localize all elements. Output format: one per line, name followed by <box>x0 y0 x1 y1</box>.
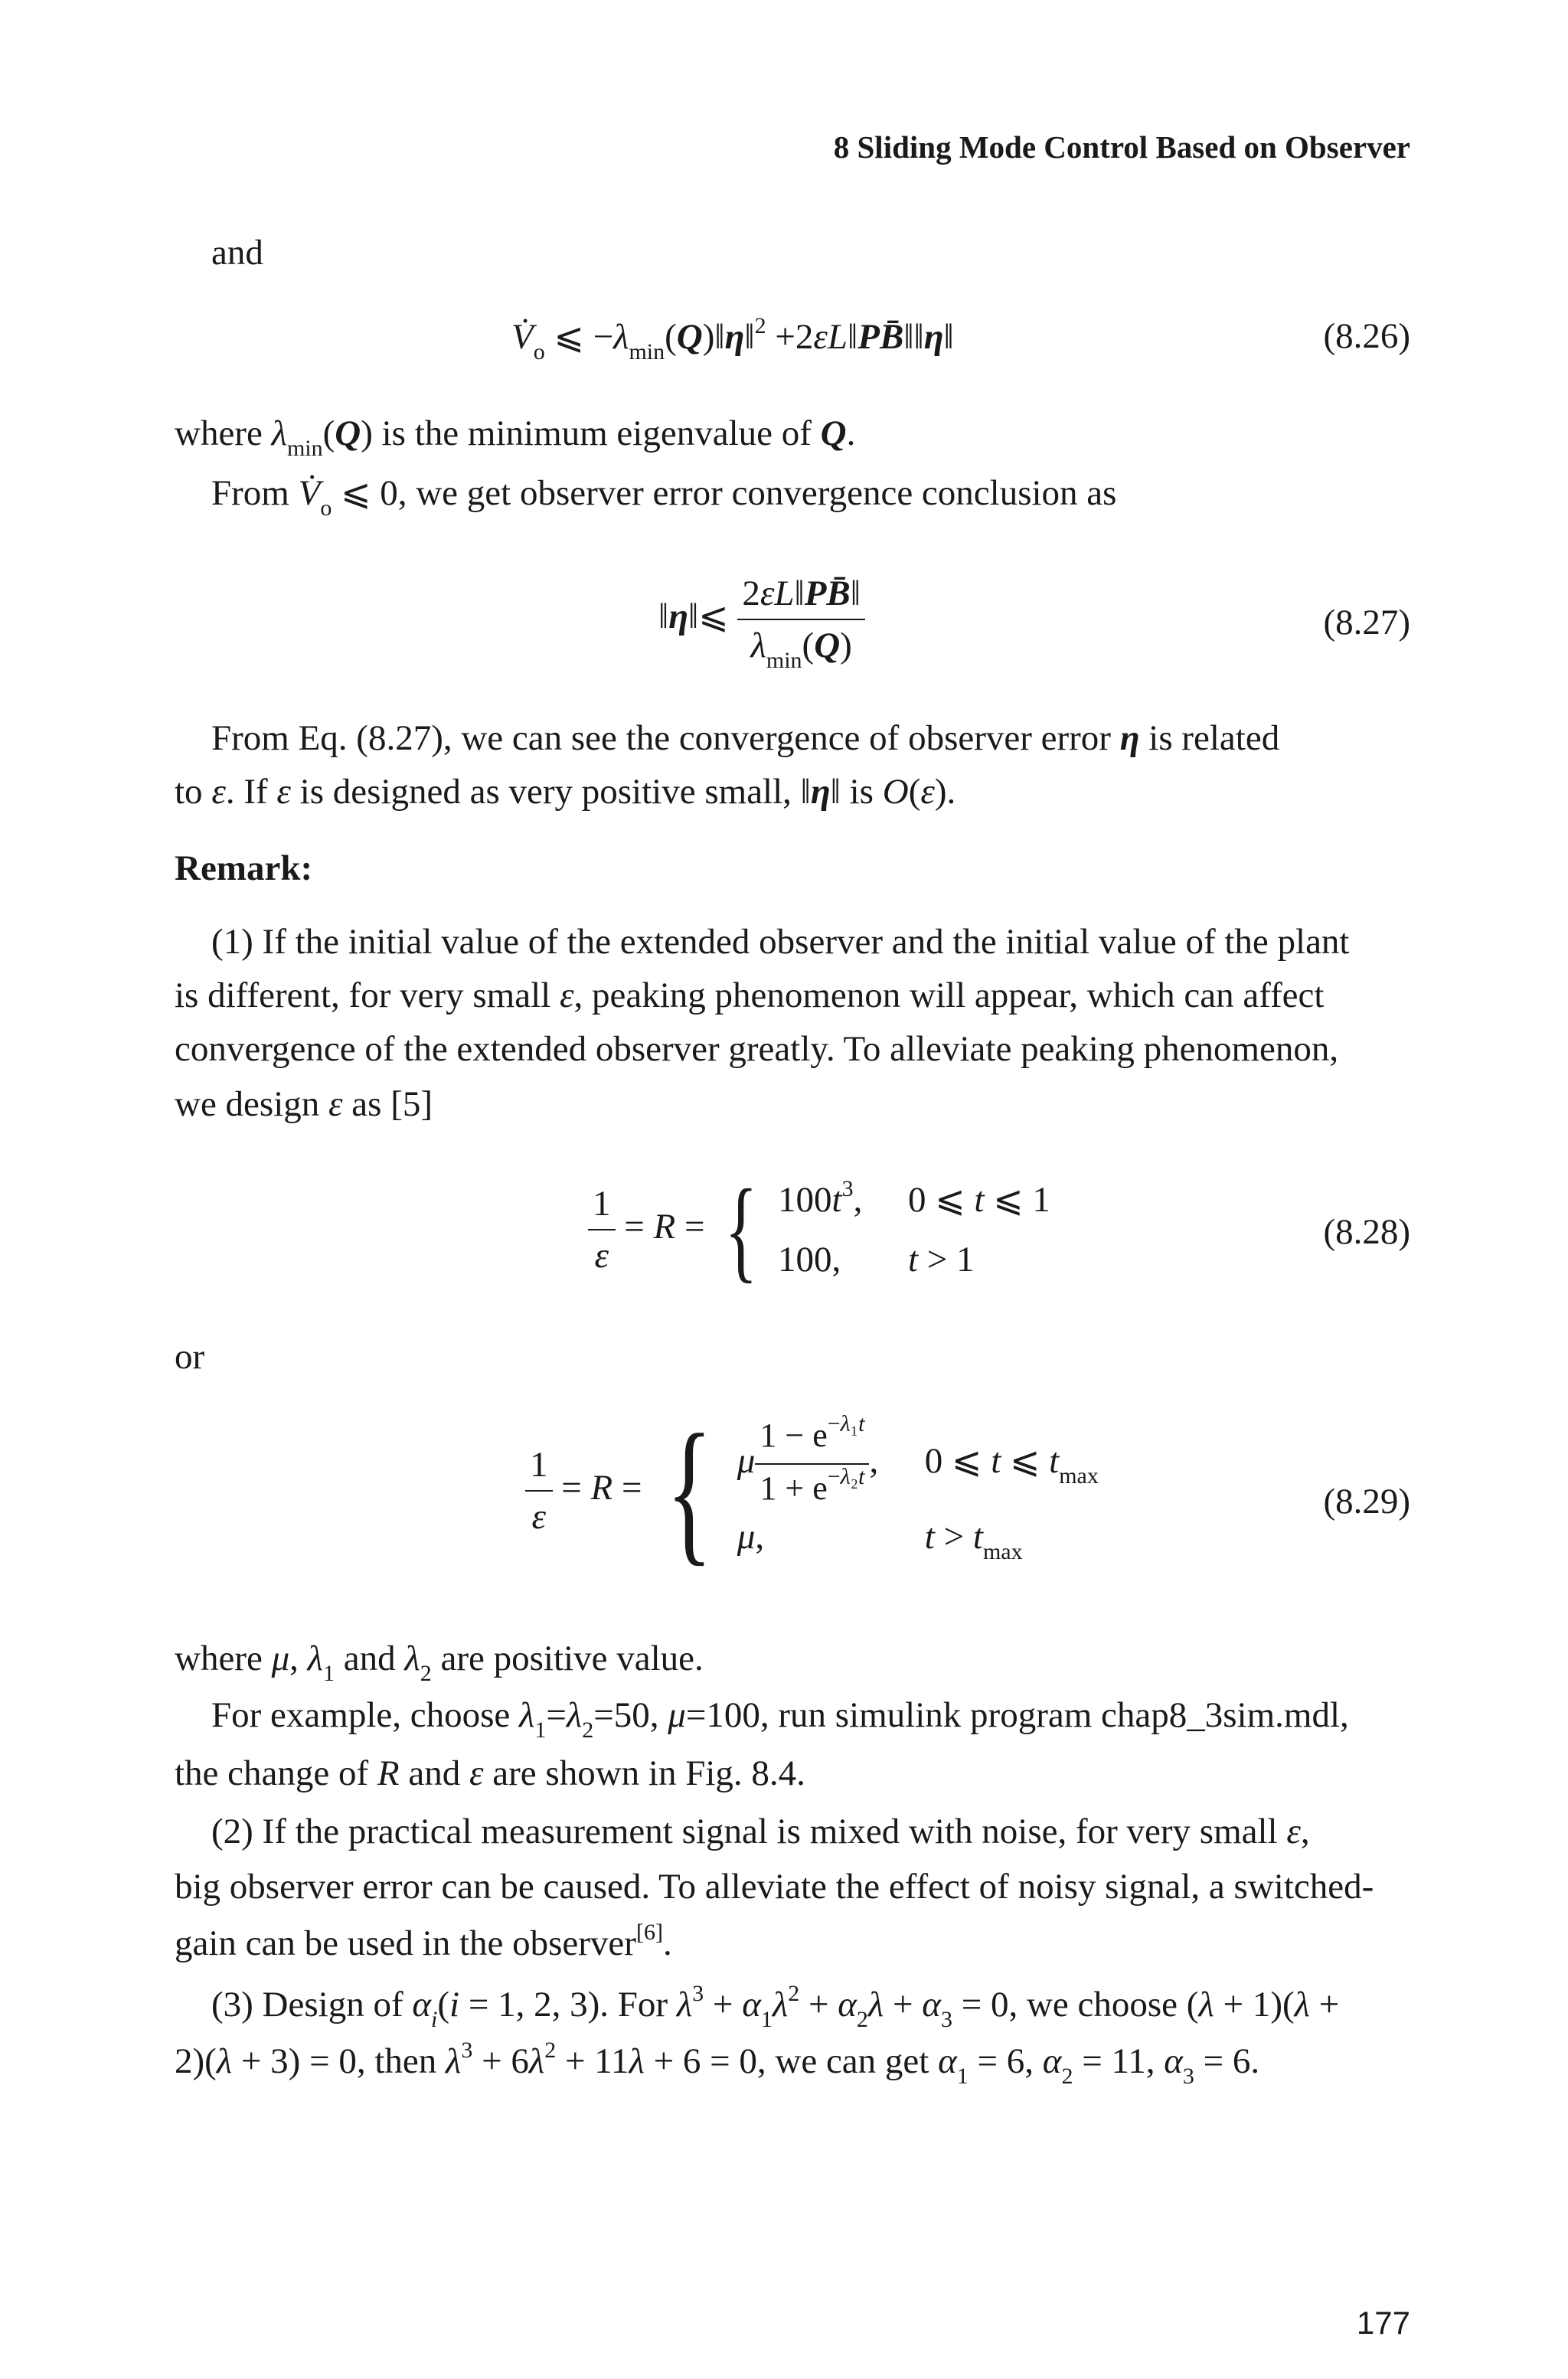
equation-8-26: $V̇_o$ ⩽ $-\lambda_{min}(Q)‖\eta‖^2$ +2εL‖PB̄‖‖η‖ <box>511 313 954 364</box>
equation-number: (8.27) <box>1323 603 1410 642</box>
remark-1-line3: convergence of the extended observer greatly. To alleviate peaking phenomenon, <box>175 1029 1339 1069</box>
paragraph-example-line1: For example, choose $\lambda_1=\lambda_2=50$, μ=100, run simulink program chap8_3sim.mdl, <box>211 1695 1349 1743</box>
equation-number: (8.29) <box>1323 1482 1410 1521</box>
paragraph-from-eq-line1: From Eq. (8.27), we can see the convergence of observer error η is related <box>211 718 1280 758</box>
equation-number: (8.26) <box>1323 316 1410 356</box>
equation-8-29: $\frac{1}{\varepsilon}$ = R = { μ $\frac{1 - e^{-\lambda_1t}}{1 + e^{-\lambda_2t}}$ , 0 ⩽ t ⩽ $t_{max}$ μ, $t > t_{max}$ <box>525 1410 1099 1571</box>
remark-2-line2: big observer error can be caused. To alleviate the effect of noisy signal, a switched- <box>175 1867 1374 1907</box>
equation-8-27: ‖η‖⩽ $\frac{2\varepsilon L‖PB̄‖}{\lambda_{min}(Q)}$ <box>658 573 865 666</box>
remark-1-line1: (1) If the initial value of the extended observer and the initial value of the plant <box>211 922 1350 962</box>
remark-3-line2: 2)(λ + 3) = 0, then $\lambda^3 + 6\lambda^2 + 11\lambda + 6 = 0$, we can get $\alpha_1 = 6$, $\alpha_2 = 11$, $\alpha_3 = 6$. <box>175 2038 1260 2089</box>
citation-ref: [6] <box>635 1920 663 1945</box>
paragraph-from-vo: From $V̇_o$ ⩽ 0, we get observer error convergence conclusion as <box>211 473 1117 521</box>
remark-1-line2: is different, for very small ε, peaking phenomenon will appear, which can affect <box>175 975 1325 1015</box>
remark-2-line3: gain can be used in the observer[6]. <box>175 1920 672 1963</box>
page-number: 177 <box>1356 2305 1410 2341</box>
remark-3-line1: (3) Design of $\alpha_i(i = 1$, 2, 3). For $\lambda^3 + \alpha_1\lambda^2 + \alpha_2\lambda + \alpha_3 = 0$, we choose (λ + 1)(λ + <box>211 1981 1340 2032</box>
equation-8-28: $\frac{1}{\varepsilon}$ = R = { $100t^3$, 0 ⩽ t ⩽ 1 100, t > 1 <box>588 1170 1050 1289</box>
paragraph-from-eq-line2: to ε. If ε is designed as very positive small, ‖η‖ is O(ε). <box>175 772 956 812</box>
running-header: 8 Sliding Mode Control Based on Observer <box>833 129 1410 165</box>
remark-2-line1: (2) If the practical measurement signal is mixed with noise, for very small ε, <box>211 1812 1310 1851</box>
paragraph-where-mu: where μ, $\lambda_1$ and $\lambda_2$ are positive value. <box>175 1639 704 1686</box>
remark-heading: Remark: <box>175 848 313 888</box>
paragraph-example-line2: the change of R and ε are shown in Fig. 8.4. <box>175 1753 805 1793</box>
text-and: and <box>211 233 263 273</box>
remark-1-line4: we design ε as [5] <box>175 1084 433 1124</box>
text-or: or <box>175 1337 205 1377</box>
paragraph-where-lambda-min: where $\lambda_{min}(Q)$ is the minimum eigenvalue of Q. <box>175 413 856 461</box>
equation-number: (8.28) <box>1323 1212 1410 1252</box>
